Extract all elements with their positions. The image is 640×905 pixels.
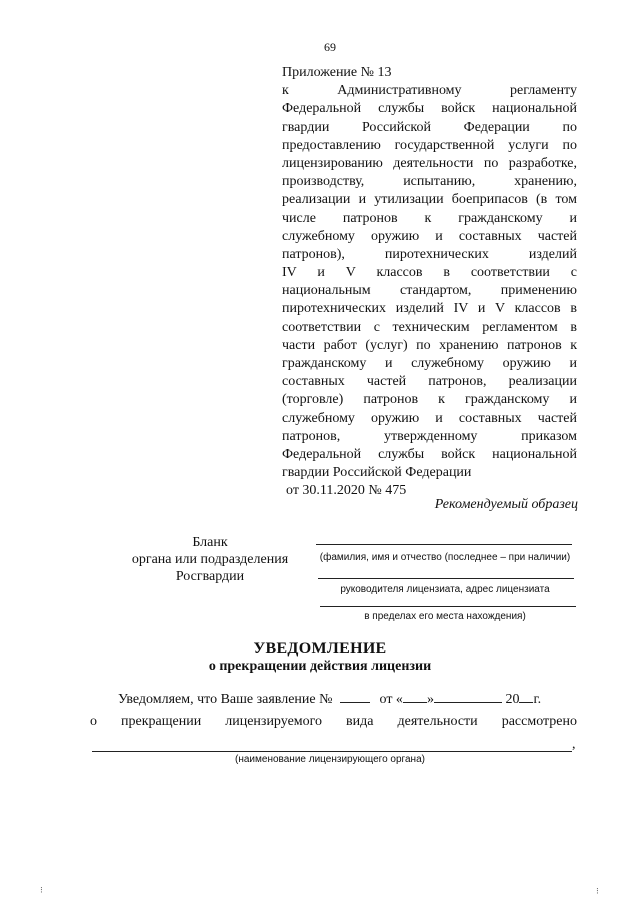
letterhead-placeholder <box>110 534 310 585</box>
paragraph-year-suffix: г. <box>533 692 542 707</box>
application-year-field[interactable] <box>519 690 533 703</box>
appendix-line: пиротехнических изделий IV и V классов в <box>282 301 577 317</box>
word: вида <box>346 714 374 729</box>
word: прекращении <box>121 714 202 729</box>
appendix-line: гвардии Российской Федерации по <box>282 119 577 135</box>
document-subtitle: о прекращении действия лицензии <box>208 659 432 674</box>
scan-artifact: ⁝ <box>40 885 43 895</box>
appendix-header <box>282 64 577 501</box>
paragraph-from: от « <box>379 692 403 707</box>
paragraph-intro: Уведомляем, что Ваше заявление № <box>118 692 333 707</box>
addressee-caption-2: руководителя лицензиата, адрес лицензиата <box>340 584 550 595</box>
appendix-line: лицензированию деятельности по разработке, <box>282 155 577 171</box>
paragraph-year-prefix: 20 <box>505 692 520 707</box>
application-month-field[interactable] <box>434 690 502 703</box>
appendix-line: к Административному регламенту <box>282 83 577 99</box>
application-day-field[interactable] <box>403 690 427 703</box>
licensing-authority-line[interactable] <box>92 751 572 752</box>
document-title: УВЕДОМЛЕНИЕ <box>253 640 387 657</box>
appendix-order-date: от 30.11.2020 № 475 <box>286 483 407 499</box>
addressee-name-line <box>316 544 572 545</box>
appendix-line: производству, испытанию, хранению, <box>282 174 577 190</box>
word: лицензируемого <box>225 714 323 729</box>
appendix-line: составных частей патронов, реализации <box>282 374 577 390</box>
addressee-location-line <box>320 606 576 607</box>
notification-line-2 <box>90 714 577 732</box>
appendix-line: части работ (услуг) по хранению патронов к <box>282 337 577 353</box>
word: рассмотрено <box>501 714 577 729</box>
word: деятельности <box>397 714 478 729</box>
word: о <box>90 714 97 729</box>
appendix-line: гвардии Российской Федерации <box>282 465 472 481</box>
paragraph-quote-close: » <box>426 692 434 707</box>
appendix-line: гражданскому и служебному оружию и <box>282 356 577 372</box>
appendix-line: (торговле) патронов к гражданскому и <box>282 392 577 408</box>
appendix-line: служебному оружию и составных частей <box>282 228 577 244</box>
appendix-line: служебному оружию и составных частей <box>282 410 577 426</box>
appendix-line: Федеральной службы войск национальной <box>282 446 577 462</box>
letterhead-line: Бланк <box>192 535 228 550</box>
addressee-caption-1: (фамилия, имя и отчество (последнее – при наличии) <box>319 552 571 563</box>
line-end-comma: , <box>572 737 576 752</box>
appendix-line: предоставлению государственной услуги по <box>282 137 577 153</box>
application-number-field[interactable] <box>340 690 370 703</box>
licensing-authority-caption: (наименование лицензирующего органа) <box>235 754 425 765</box>
page-number: 69 <box>324 40 336 54</box>
recommended-sample-label: Рекомендуемый образец <box>434 497 578 512</box>
appendix-line: Федеральной службы войск национальной <box>282 101 577 117</box>
appendix-line: патронов, утвержденному приказом <box>282 428 577 444</box>
appendix-line: IV и V классов в соответствии с <box>282 265 577 281</box>
addressee-address-line <box>318 578 574 579</box>
letterhead-line: органа или подразделения <box>131 552 289 567</box>
scan-artifact: ⁝ <box>596 886 599 896</box>
appendix-line: реализации и утилизации боеприпасов (в том <box>282 192 577 208</box>
appendix-line: числе патронов к гражданскому и <box>282 210 577 226</box>
letterhead-line: Росгвардии <box>175 569 245 584</box>
appendix-line: соответствии с техническим регламентом в <box>282 319 577 335</box>
addressee-caption-3: в пределах его места нахождения) <box>364 611 526 622</box>
appendix-line: Приложение № 13 <box>282 65 392 80</box>
appendix-line: патронов), пиротехнических изделий <box>282 246 577 262</box>
appendix-line: национальным стандартом, применению <box>282 283 577 299</box>
notification-paragraph <box>118 690 541 708</box>
